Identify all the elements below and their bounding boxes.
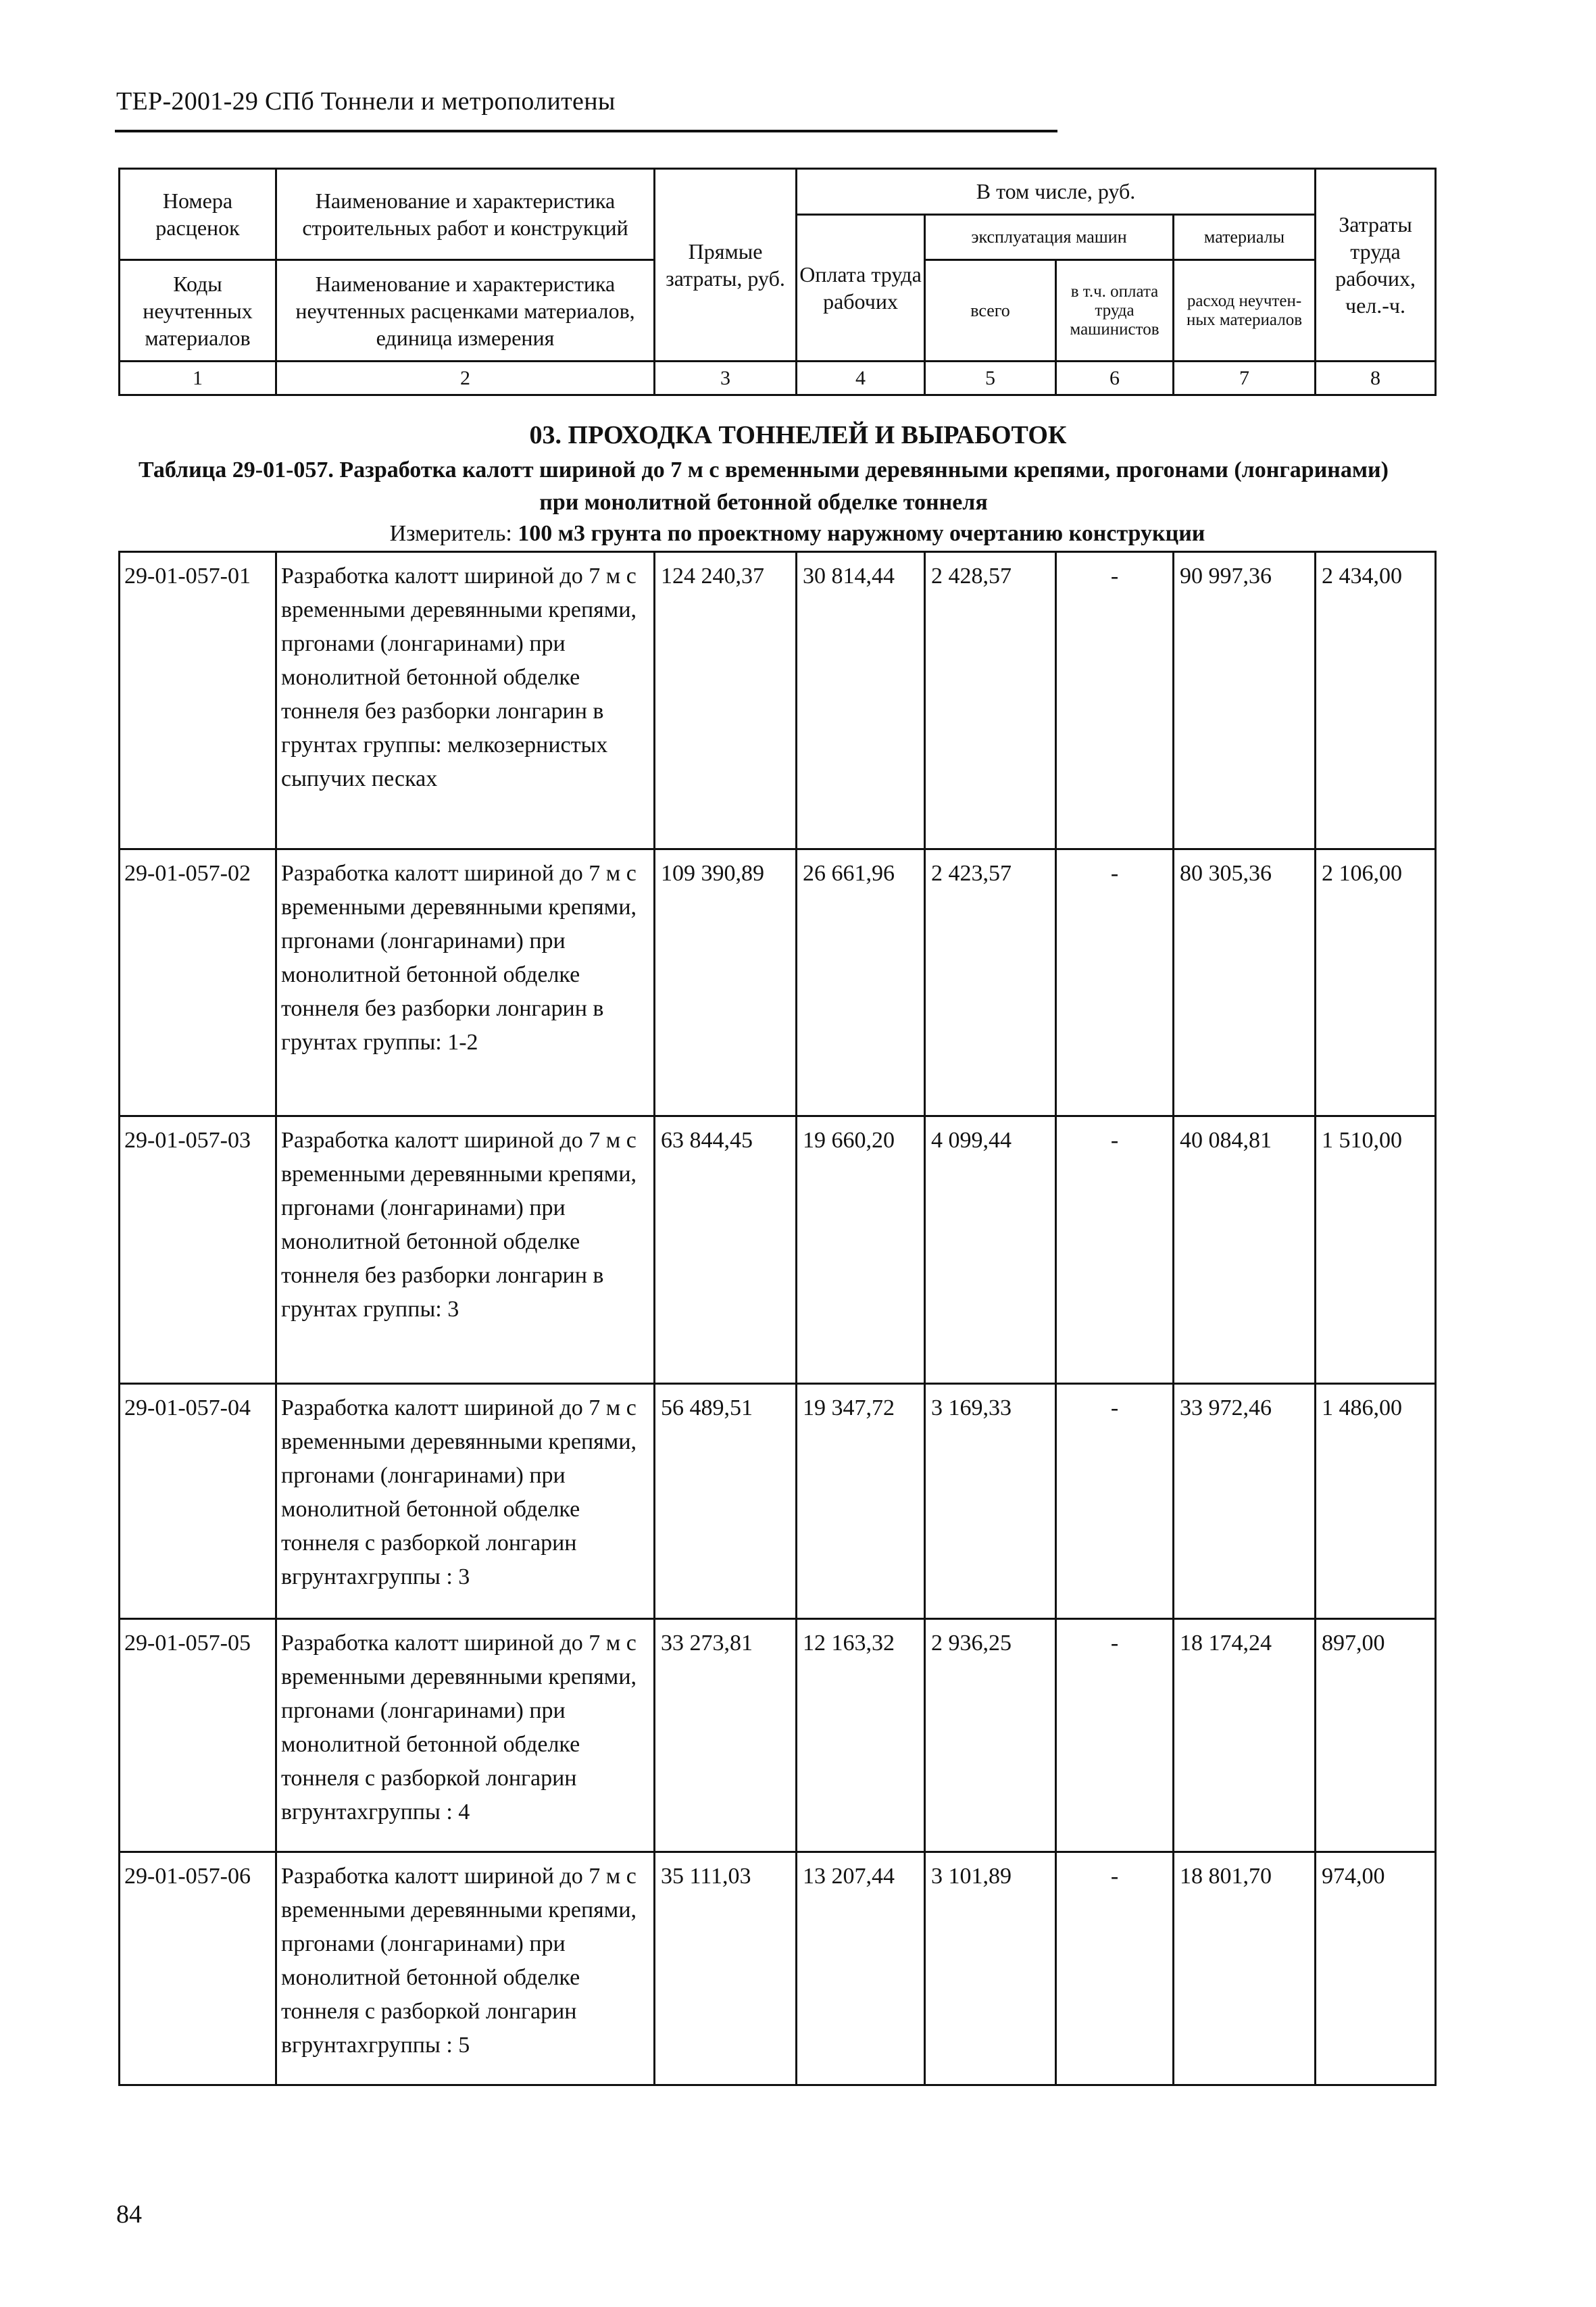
- labor-pay: 12 163,32: [797, 1619, 925, 1852]
- measure-label: Измеритель:: [389, 521, 512, 546]
- machinists-pay: -: [1056, 1116, 1174, 1384]
- direct-costs: 35 111,03: [655, 1852, 797, 2085]
- rate-code: 29-01-057-04: [120, 1384, 276, 1619]
- labor-pay: 13 207,44: [797, 1852, 925, 2085]
- header-name: Наименование и характеристика строительных работ и конструкций: [276, 169, 655, 260]
- header-rule: [115, 130, 1057, 132]
- materials-cost: 18 174,24: [1174, 1619, 1316, 1852]
- materials-cost: 18 801,70: [1174, 1852, 1316, 2085]
- labor-pay: 26 661,96: [797, 849, 925, 1116]
- header-including: В том числе, руб.: [797, 169, 1316, 215]
- table-row: [120, 1116, 1436, 1384]
- header-machines-total: всего: [925, 260, 1056, 362]
- machines-total: 2 936,25: [925, 1619, 1056, 1852]
- header-direct-costs: Прямые затраты, руб.: [655, 169, 797, 362]
- columns-header-table: [118, 168, 1437, 396]
- column-number: 7: [1174, 362, 1316, 395]
- rate-code: 29-01-057-01: [120, 552, 276, 849]
- rates-table: [118, 551, 1437, 2086]
- labor-hours: 1 486,00: [1316, 1384, 1436, 1619]
- measure-line: [122, 520, 1473, 547]
- header-machinists-pay: в т.ч. оплата труда машинистов: [1056, 260, 1174, 362]
- rate-code: 29-01-057-05: [120, 1619, 276, 1852]
- machinists-pay: -: [1056, 849, 1174, 1116]
- labor-hours: 897,00: [1316, 1619, 1436, 1852]
- machines-total: 2 428,57: [925, 552, 1056, 849]
- header-material-names: Наименование и характеристика неучтенных расценками материалов, единица измерения: [276, 260, 655, 362]
- table-row: [120, 1619, 1436, 1852]
- column-number: 5: [925, 362, 1056, 395]
- rate-code: 29-01-057-06: [120, 1852, 276, 2085]
- rate-code: 29-01-057-02: [120, 849, 276, 1116]
- measure-value: 100 м3 грунта по проектному наружному очертанию конструкции: [518, 521, 1205, 546]
- column-number: 1: [120, 362, 276, 395]
- header-material-codes: Коды неучтенных материалов: [120, 260, 276, 362]
- table-row: [120, 849, 1436, 1116]
- table-caption: Таблица 29-01-057. Разработка калотт шириной до 7 м с временными деревянными крепями, прогонами (лонгаринами) при монолитной бетонной обделке тоннеля: [139, 457, 1389, 515]
- header-unaccounted-materials: расход неучтен-ных материалов: [1174, 260, 1316, 362]
- materials-cost: 40 084,81: [1174, 1116, 1316, 1384]
- column-number: 2: [276, 362, 655, 395]
- machinists-pay: -: [1056, 552, 1174, 849]
- machines-total: 3 169,33: [925, 1384, 1056, 1619]
- direct-costs: 109 390,89: [655, 849, 797, 1116]
- page-number: 84: [116, 2200, 142, 2229]
- rate-name: Разработка калотт шириной до 7 м с временными деревянными крепями, пргонами (лонгаринами) при монолитной бетонной обделке тоннеля без разборки лонгарин в грунтах группы: мелкозернистых сыпучих песках: [276, 552, 655, 849]
- labor-pay: 30 814,44: [797, 552, 925, 849]
- labor-hours: 1 510,00: [1316, 1116, 1436, 1384]
- machinists-pay: -: [1056, 1384, 1174, 1619]
- rate-name: Разработка калотт шириной до 7 м с временными деревянными крепями, пргонами (лонгаринами) при монолитной бетонной обделке тоннеля с разборкой лонгарин вгрунтахгруппы : 4: [276, 1619, 655, 1852]
- materials-cost: 33 972,46: [1174, 1384, 1316, 1619]
- machinists-pay: -: [1056, 1852, 1174, 2085]
- table-row: [120, 1852, 1436, 2085]
- materials-cost: 90 997,36: [1174, 552, 1316, 849]
- column-number: 4: [797, 362, 925, 395]
- header-codes: Номера расценок: [120, 169, 276, 260]
- rate-code: 29-01-057-03: [120, 1116, 276, 1384]
- running-header: ТЕР-2001-29 СПб Тоннели и метрополитены: [116, 87, 616, 116]
- materials-cost: 80 305,36: [1174, 849, 1316, 1116]
- labor-hours: 974,00: [1316, 1852, 1436, 2085]
- rate-name: Разработка калотт шириной до 7 м с временными деревянными крепями, пргонами (лонгаринами) при монолитной бетонной обделке тоннеля с разборкой лонгарин вгрунтахгруппы : 3: [276, 1384, 655, 1619]
- direct-costs: 56 489,51: [655, 1384, 797, 1619]
- header-labor-pay: Оплата труда рабочих: [797, 214, 925, 362]
- section-title: 03. ПРОХОДКА ТОННЕЛЕЙ И ВЫРАБОТОК: [529, 421, 1067, 449]
- rate-name: Разработка калотт шириной до 7 м с временными деревянными крепями, пргонами (лонгаринами) при монолитной бетонной обделке тоннеля без разборки лонгарин в грунтах группы: 3: [276, 1116, 655, 1384]
- labor-hours: 2 106,00: [1316, 849, 1436, 1116]
- column-number: 3: [655, 362, 797, 395]
- header-materials: материалы: [1174, 214, 1316, 260]
- direct-costs: 33 273,81: [655, 1619, 797, 1852]
- direct-costs: 63 844,45: [655, 1116, 797, 1384]
- rate-name: Разработка калотт шириной до 7 м с временными деревянными крепями, пргонами (лонгаринами) при монолитной бетонной обделке тоннеля с разборкой лонгарин вгрунтахгруппы : 5: [276, 1852, 655, 2085]
- table-row: [120, 552, 1436, 849]
- column-number: 8: [1316, 362, 1436, 395]
- machines-total: 4 099,44: [925, 1116, 1056, 1384]
- rate-name: Разработка калотт шириной до 7 м с временными деревянными крепями, пргонами (лонгаринами) при монолитной бетонной обделке тоннеля без разборки лонгарин в грунтах группы: 1-2: [276, 849, 655, 1116]
- direct-costs: 124 240,37: [655, 552, 797, 849]
- machines-total: 2 423,57: [925, 849, 1056, 1116]
- labor-pay: 19 660,20: [797, 1116, 925, 1384]
- header-machines: эксплуатация машин: [925, 214, 1174, 260]
- table-row: [120, 1384, 1436, 1619]
- machines-total: 3 101,89: [925, 1852, 1056, 2085]
- machinists-pay: -: [1056, 1619, 1174, 1852]
- labor-hours: 2 434,00: [1316, 552, 1436, 849]
- labor-pay: 19 347,72: [797, 1384, 925, 1619]
- header-labor-hours: Затраты труда рабочих, чел.-ч.: [1316, 169, 1436, 362]
- column-number: 6: [1056, 362, 1174, 395]
